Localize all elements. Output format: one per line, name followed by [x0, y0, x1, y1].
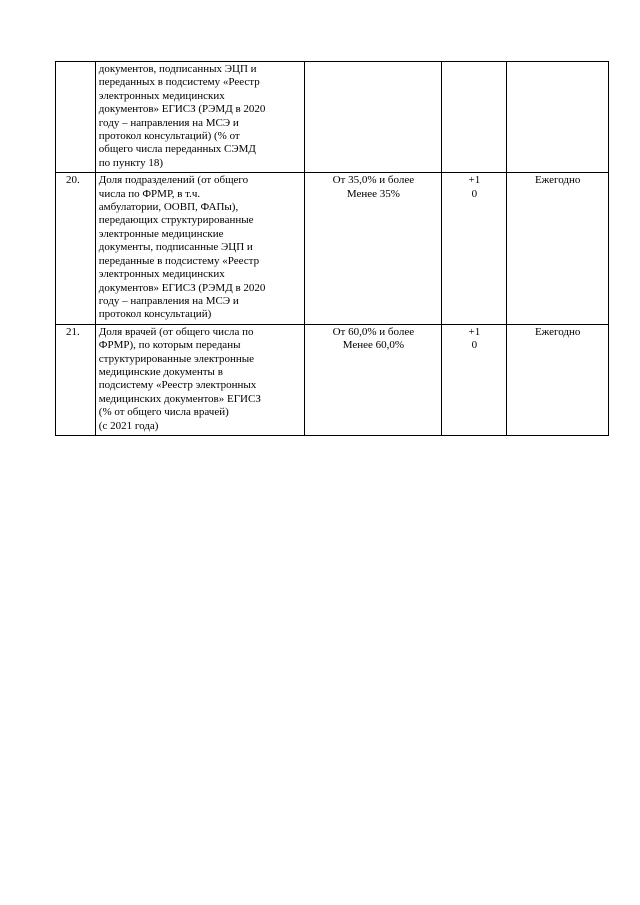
criteria-table — [55, 61, 609, 436]
description-line: общего числа переданных СЭМД — [98, 143, 256, 156]
description-line: ФРМР), по которым переданы — [98, 339, 241, 352]
description-line: медицинские документы в — [98, 365, 223, 378]
row-description — [95, 173, 304, 324]
table-row — [56, 173, 609, 324]
value-line: Менее 35% — [346, 187, 400, 200]
description-line: протокол консультаций) (% от — [98, 130, 240, 143]
description-line: переданные в подсистему «Реестр — [98, 254, 260, 267]
score-line: 0 — [471, 187, 478, 200]
description-line: документов, подписанных ЭЦП и — [98, 63, 257, 75]
description-line: Доля врачей (от общего числа по — [98, 325, 254, 338]
description-line: по пункту 18) — [98, 156, 163, 169]
description-line: (с 2021 года) — [98, 419, 159, 432]
score-line: +1 — [468, 325, 481, 338]
description-line: (% от общего числа врачей) — [98, 406, 229, 419]
description-line: электронных медицинских — [98, 89, 225, 102]
description-line: Доля подразделений (от общего — [98, 174, 249, 187]
description-line: документов» ЕГИСЗ (РЭМД в 2020 — [98, 281, 266, 294]
row-values — [305, 324, 442, 435]
description-line: году – направления на МСЭ и — [98, 294, 239, 307]
row-period — [507, 62, 609, 173]
description-line: амбулатории, ООВП, ФАПы), — [98, 201, 239, 214]
row-values — [305, 173, 442, 324]
row-number — [56, 62, 96, 173]
description-line: документы, подписанные ЭЦП и — [98, 241, 253, 254]
value-line: От 35,0% и более — [332, 174, 415, 187]
description-line: электронных медицинских — [98, 268, 225, 281]
description-line: передающих структурированные — [98, 214, 254, 227]
description-line: документов» ЕГИСЗ (РЭМД в 2020 — [98, 103, 266, 116]
row-period: Ежегодно — [507, 173, 609, 324]
description-line: протокол консультаций) — [98, 308, 212, 321]
row-scores — [442, 173, 507, 324]
score-line: 0 — [471, 339, 478, 352]
row-number: 21. — [56, 324, 96, 435]
description-line: электронные медицинские — [98, 227, 224, 240]
row-description — [95, 62, 304, 173]
row-scores — [442, 62, 507, 173]
table-row — [56, 324, 609, 435]
row-description — [95, 324, 304, 435]
description-line: переданных в подсистему «Реестр — [98, 76, 260, 89]
description-line: структурированные электронные — [98, 352, 255, 365]
table-row — [56, 62, 609, 173]
description-line: подсистему «Реестр электронных — [98, 379, 257, 392]
description-line: году – направления на МСЭ и — [98, 116, 239, 129]
value-line: От 60,0% и более — [332, 325, 415, 338]
row-scores — [442, 324, 507, 435]
description-line: медицинских документов» ЕГИСЗ — [98, 392, 261, 405]
row-period: Ежегодно — [507, 324, 609, 435]
score-line: +1 — [468, 174, 481, 187]
description-line: числа по ФРМР, в т.ч. — [98, 187, 201, 200]
value-line: Менее 60,0% — [342, 339, 405, 352]
row-number: 20. — [56, 173, 96, 324]
row-values — [305, 62, 442, 173]
